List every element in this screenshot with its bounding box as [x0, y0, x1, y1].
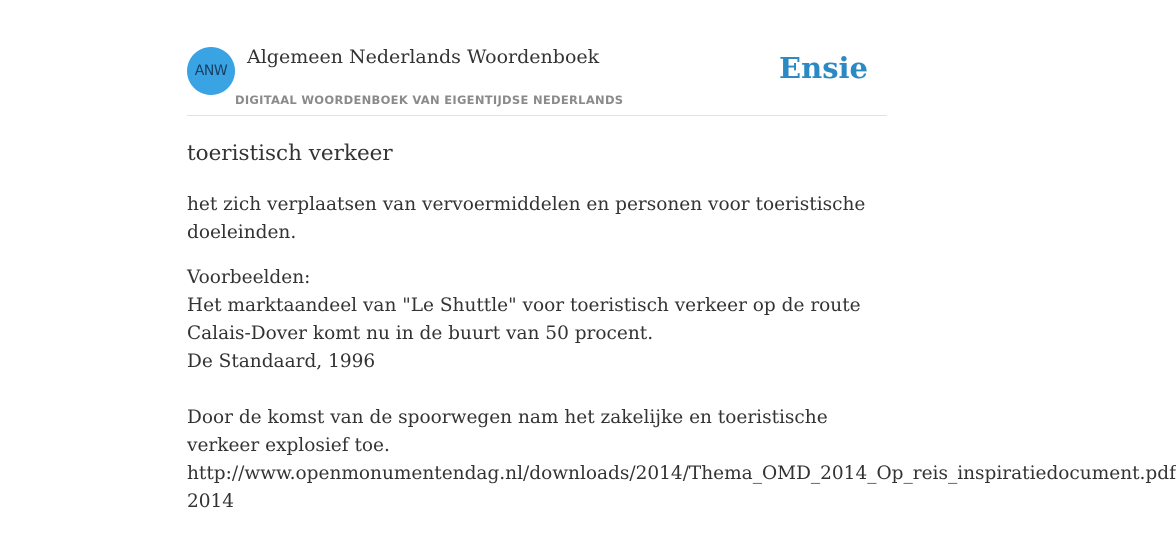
example-source: 2014 — [187, 491, 235, 512]
entry-content — [187, 138, 1176, 544]
dictionary-name[interactable]: Algemeen Nederlands Woordenboek — [247, 46, 600, 68]
entry-definition: het zich verplaatsen van vervoermiddelen en personen voor toeristische doeleinden. — [187, 194, 866, 243]
dictionary-subtitle: DIGITAAL WOORDENBOEK VAN EIGENTIJDSE NEDERLANDS — [235, 93, 624, 107]
example-source: De Standaard, 1996 — [187, 351, 376, 372]
anw-logo[interactable] — [187, 47, 235, 95]
example-text: Door de komst van de spoorwegen nam het zakelijke en toeristische verkeer explosief toe. — [187, 407, 828, 456]
entry-term: toeristisch verkeer — [187, 141, 393, 166]
example-source-link[interactable]: http://www.openmonumentendag.nl/downloads/2014/Thema_OMD_2014_Op_reis_inspiratiedocument.pdf — [187, 463, 1176, 484]
examples-label: Voorbeelden: — [187, 267, 311, 288]
examples-section — [187, 264, 1176, 516]
ensie-brand-link[interactable]: Ensie — [779, 51, 868, 85]
site-header — [187, 45, 887, 116]
example-text: Het marktaandeel van "Le Shuttle" voor toeristisch verkeer op de route Calais-Dover komt nu in de buurt van 50 procent. — [187, 295, 861, 344]
logo-text: ANW — [194, 63, 228, 79]
